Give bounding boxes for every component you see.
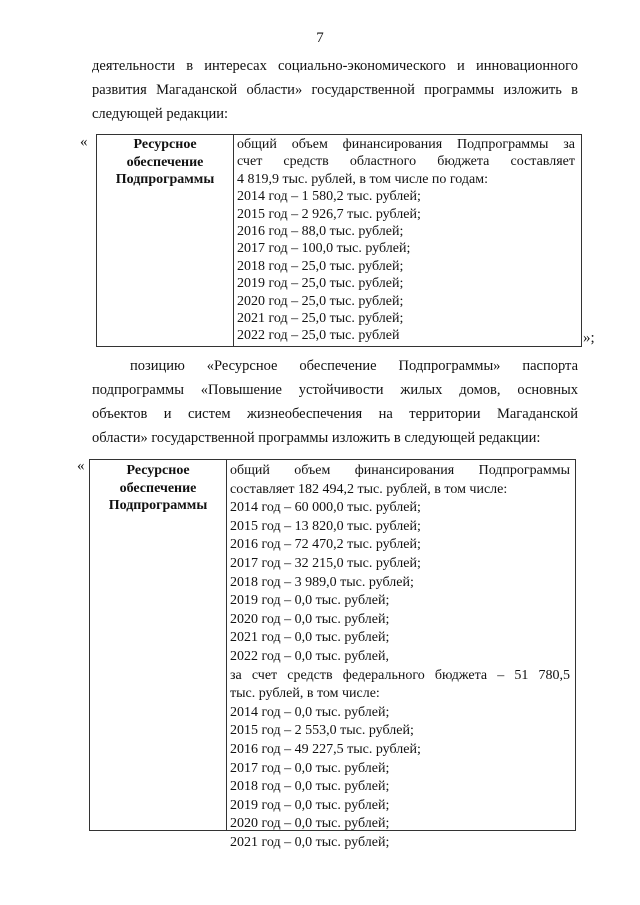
content-line: 2020 год – 0,0 тыс. рублей; [230,816,390,832]
header-line: Ресурсное [133,137,197,152]
content-line: 2019 год – 25,0 тыс. рублей; [237,276,404,292]
paragraph-line: области» государственной программы изложить в следующей редакции: [92,430,541,446]
content-line: 2015 год – 2 926,7 тыс. рублей; [237,206,421,222]
content-line: счет средств областного бюджета составляет [237,154,575,170]
content-line: 2018 год – 0,0 тыс. рублей; [230,779,390,795]
content-line: 2022 год – 25,0 тыс. рублей [237,328,400,344]
content-line: 2022 год – 0,0 тыс. рублей, [230,648,389,664]
content-line: общий объем финансирования Подпрограммы [230,463,570,478]
paragraph-line: развития Магаданской области» государственной программы изложить в [92,82,578,98]
table1-open-quote: « [80,134,88,150]
content-line: тыс. рублей, в том числе: [230,686,380,702]
content-line: 2014 год – 1 580,2 тыс. рублей; [237,189,421,205]
content-line: 4 819,9 тыс. рублей, в том числе по годам: [237,171,488,187]
table1-close-quote: »; [583,330,595,346]
paragraph-line: объектов и систем жизнеобеспечения на территории Магаданской [92,406,578,422]
paragraph-line: следующей редакции: [92,106,229,122]
table1-header-cell [99,136,231,189]
content-line: 2015 год – 13 820,0 тыс. рублей; [230,518,421,534]
content-line: 2021 год – 0,0 тыс. рублей; [230,630,390,646]
content-line: 2018 год – 3 989,0 тыс. рублей; [230,574,414,590]
content-line: 2014 год – 60 000,0 тыс. рублей; [230,500,421,516]
intro-paragraph [92,54,578,126]
content-line: 2016 год – 72 470,2 тыс. рублей; [230,537,421,553]
table2-content-cell [230,462,570,852]
table1-content-cell [237,136,575,345]
content-line: 2019 год – 0,0 тыс. рублей; [230,593,390,609]
resource-table-2 [89,459,576,850]
content-line: 2021 год – 0,0 тыс. рублей; [230,834,390,850]
content-line: 2017 год – 100,0 тыс. рублей; [237,241,411,257]
table-column-divider [233,135,234,346]
content-line: 2015 год – 2 553,0 тыс. рублей; [230,723,414,739]
content-line: 2016 год – 49 227,5 тыс. рублей; [230,741,421,757]
header-line: обеспечение [126,154,204,170]
paragraph-line: деятельности в интересах социально-экономического и инновационного [92,58,578,74]
content-line: 2020 год – 0,0 тыс. рублей; [230,611,390,627]
table2-header-cell [92,462,224,515]
content-line: 2016 год – 88,0 тыс. рублей; [237,224,404,240]
content-line: общий объем финансирования Подпрограммы за [237,137,575,152]
paragraph-line: позицию «Ресурсное обеспечение Подпрограммы» паспорта [130,358,578,374]
content-line: составляет 182 494,2 тыс. рублей, в том числе: [230,481,508,497]
resource-table-1 [96,134,582,347]
content-line: 2014 год – 0,0 тыс. рублей; [230,704,390,720]
content-line: 2017 год – 32 215,0 тыс. рублей; [230,555,421,571]
header-line: Подпрограммы [108,498,208,513]
paragraph-line: подпрограммы «Повышение устойчивости жилых домов, основных [92,382,578,398]
content-line: за счет средств федерального бюджета – 51 780,5 [230,667,570,683]
header-line: Ресурсное [126,463,190,478]
header-line: Подпрограммы [115,172,215,187]
page-number: 7 [316,30,324,46]
header-line: обеспечение [119,480,197,496]
content-line: 2018 год – 25,0 тыс. рублей; [237,258,404,274]
middle-paragraph [92,354,578,450]
content-line: 2021 год – 25,0 тыс. рублей; [237,311,404,327]
content-line: 2020 год – 25,0 тыс. рублей; [237,293,404,309]
content-line: 2017 год – 0,0 тыс. рублей; [230,760,390,776]
table-column-divider [226,460,227,830]
table2-open-quote: « [77,458,85,474]
content-line: 2019 год – 0,0 тыс. рублей; [230,797,390,813]
